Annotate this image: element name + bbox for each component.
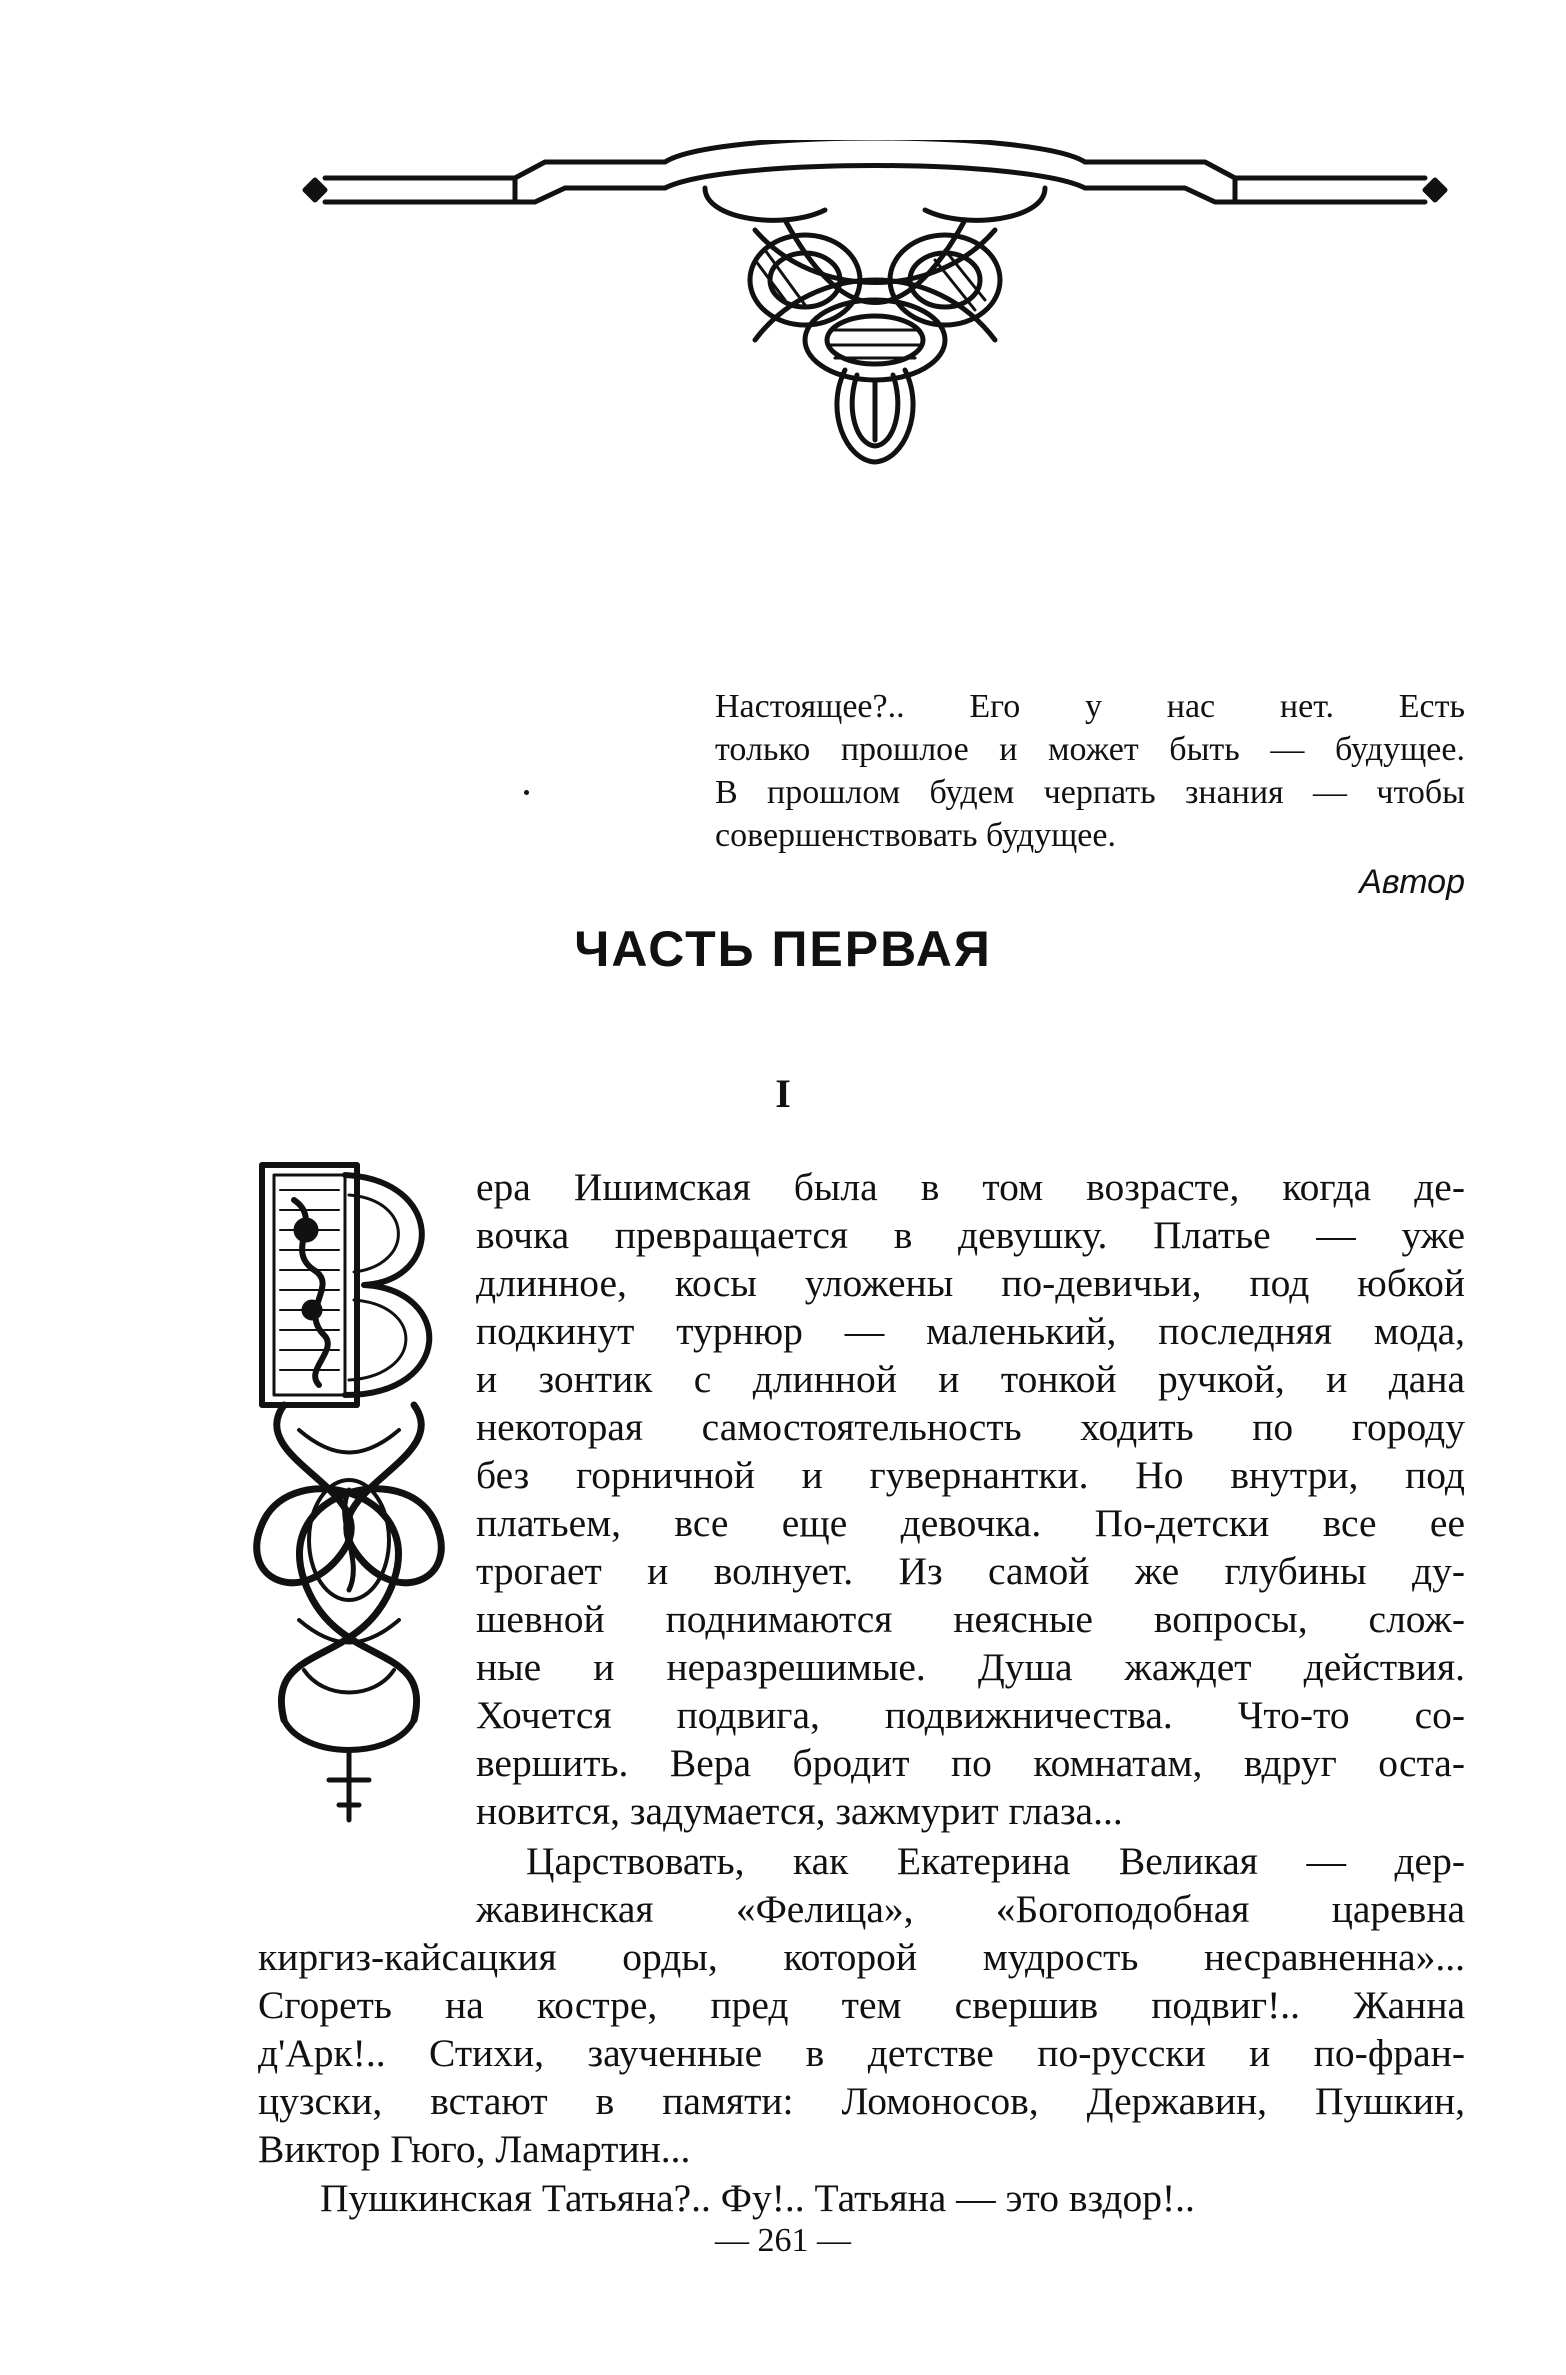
epigraph-line: В прошлом будем черпать знания — чтобы xyxy=(715,774,1465,811)
text-line: вершить. Вера бродит по комнатам, вдруг оста- xyxy=(476,1741,1465,1785)
text-line: и зонтик с длинной и тонкой ручкой, и дана xyxy=(476,1357,1465,1401)
page-number: — 261 — xyxy=(715,2222,851,2259)
epigraph-author: Автор xyxy=(1359,863,1465,901)
text-line: длинное, косы уложены по-девичьи, под юбкой xyxy=(476,1261,1465,1305)
epigraph xyxy=(715,685,1465,904)
headpiece-ornament xyxy=(285,140,1465,470)
text-line: жавинская «Фелица», «Богоподобная царевна xyxy=(476,1887,1465,1931)
epigraph-line: только прошлое и может быть — будущее. xyxy=(715,731,1465,768)
text-line: Царствовать, как Екатерина Великая — дер- xyxy=(526,1839,1465,1883)
epigraph-line: совершенствовать будущее. xyxy=(715,817,1116,854)
text-line: Сгореть на костре, пред тем свершив подвиг!.. Жанна xyxy=(258,1983,1465,2027)
text-line: шевной поднимаются неясные вопросы, слож- xyxy=(476,1597,1465,1641)
text-line: Хочется подвига, подвижничества. Что-то со- xyxy=(476,1693,1465,1737)
text-line: ные и неразрешимые. Душа жаждет действия. xyxy=(476,1645,1465,1689)
text-line: ера Ишимская была в том возрасте, когда де- xyxy=(476,1165,1465,1209)
text-line: Виктор Гюго, Ламартин... xyxy=(258,2127,691,2171)
text-line: вочка превращается в девушку. Платье — уже xyxy=(476,1213,1465,1257)
drop-cap-ornament xyxy=(244,1160,464,1840)
print-speck xyxy=(524,790,529,795)
text-line: Пушкинская Татьяна?.. Фу!.. Татьяна — это вздор!.. xyxy=(320,2176,1195,2220)
text-line: платьем, все еще девочка. По-детски все ее xyxy=(476,1501,1465,1545)
epigraph-line: Настоящее?.. Его у нас нет. Есть xyxy=(715,688,1465,725)
part-title: ЧАСТЬ ПЕРВАЯ xyxy=(574,921,992,977)
text-line: некоторая самостоятельность ходить по городу xyxy=(476,1405,1465,1449)
text-line: цузски, встают в памяти: Ломоносов, Державин, Пушкин, xyxy=(258,2079,1465,2123)
text-line: трогает и волнует. Из самой же глубины ду- xyxy=(476,1549,1465,1593)
text-line: новится, задумается, зажмурит глаза... xyxy=(476,1789,1123,1833)
text-line: подкинут турнюр — маленький, последняя мода, xyxy=(476,1309,1465,1353)
chapter-number: I xyxy=(775,1071,791,1116)
text-line: без горничной и гувернантки. Но внутри, под xyxy=(476,1453,1465,1497)
text-line: д'Арк!.. Стихи, заученные в детстве по-русски и по-фран- xyxy=(258,2031,1465,2075)
text-line: киргиз-кайсацкия орды, которой мудрость несравненна»... xyxy=(258,1935,1465,1979)
